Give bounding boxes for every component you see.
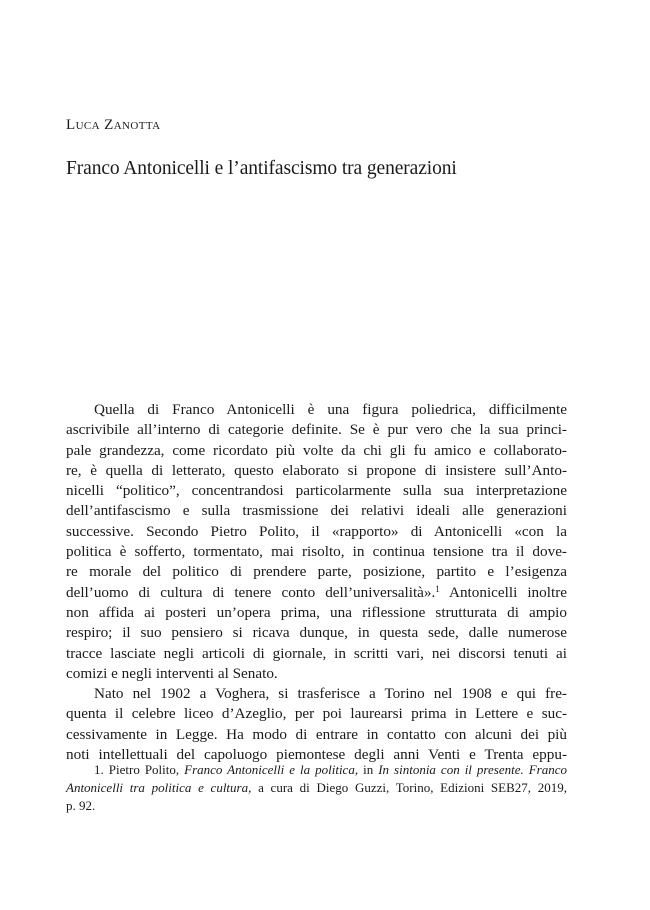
- body-line: cessivamente in Legge. Ha modo di entrare in contatto con alcuni dei più: [66, 725, 567, 743]
- footnote-line: [66, 761, 567, 779]
- footnote-ref: 1: [435, 583, 440, 594]
- body-line-with-footnote-ref: [66, 583, 567, 603]
- body-line: quenta il celebre liceo d’Azeglio, per poi laurearsi prima in Lettere e suc-: [66, 705, 567, 723]
- footnote-line: p. 92.: [66, 798, 96, 813]
- footnote-number: 1.: [94, 762, 109, 777]
- body-line: respiro; il suo pensiero si ricava dunque, in questa sede, dalle numerose: [66, 624, 567, 642]
- body-line-text: dell’uomo di cultura di tenere conto dell’universalità».: [66, 583, 436, 601]
- body-line: dell’antifascismo e sulla trasmissione dei relativi ideali alle generazioni: [66, 502, 567, 520]
- footnote-in: , in: [354, 762, 379, 777]
- body-line: noti intellettuali del capoluogo piemontese degli anni Venti e Trenta eppu-: [66, 746, 567, 764]
- footnote-line: [66, 779, 567, 797]
- body-line-tail: Antonicelli inoltre: [439, 583, 567, 601]
- body-line: non affida ai posteri un’opera prima, una riflessione strutturata di ampio: [66, 603, 567, 621]
- body-line: Nato nel 1902 a Voghera, si trasferisce a Torino nel 1908 e qui fre-: [94, 685, 567, 703]
- body-line: politica è sofferto, tormentato, mai risolto, in continua tensione tra il dove-: [66, 543, 567, 561]
- body-line: re, è quella di letterato, questo elaborato si propone di insistere sull’Anto-: [66, 461, 567, 479]
- body-line: re morale del politico di prendere parte, posizione, partito e l’esigenza: [66, 563, 567, 581]
- body-line: tracce lasciate negli articoli di giornale, in scritti vari, nei discorsi tenuti ai: [66, 644, 567, 662]
- body-line: Quella di Franco Antonicelli è una figura poliedrica, difficilmente: [94, 401, 567, 418]
- footnote-work-title: Franco Antonicelli e la politica: [184, 762, 355, 777]
- footnote-author: Pietro Polito,: [108, 762, 185, 777]
- body-line: pale grandezza, come ricordato più volte da chi gli fu amico e collaborato-: [66, 441, 567, 459]
- body-line: comizi e negli interventi al Senato.: [66, 664, 278, 682]
- body-line: successive. Secondo Pietro Polito, il «rapporto» di Antonicelli «con la: [66, 522, 567, 540]
- footnote: [66, 761, 567, 815]
- body-text: [66, 400, 567, 765]
- body-line: ascrivibile all’interno di categorie definite. Se è pur vero che la sua princi-: [66, 421, 567, 439]
- footnote-book-title: In sintonia con il presente. Franco: [378, 762, 568, 777]
- chapter-title: Franco Antonicelli e l’antifascismo tra generazioni: [66, 158, 457, 179]
- chapter-author: Luca Zanotta: [66, 117, 161, 133]
- footnote-book-title-cont: Antonicelli tra politica e cultura: [66, 780, 249, 795]
- footnote-publication: , a cura di Diego Guzzi, Torino, Edizioni SEB27, 2019,: [248, 780, 567, 795]
- body-line: nicelli “politico”, concentrandosi particolarmente sulla sua interpretazione: [66, 482, 567, 500]
